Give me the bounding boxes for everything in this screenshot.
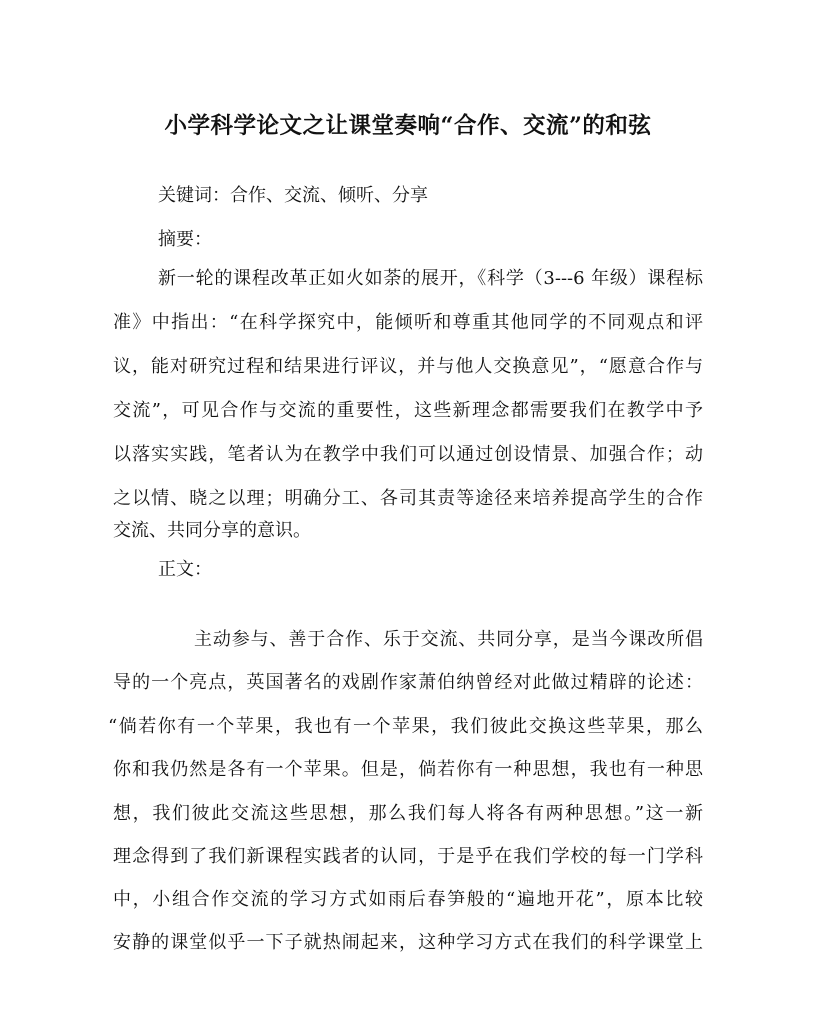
body-line: 理念得到了我们新课程实践者的认同，于是乎在我们学校的每一门学科: [113, 846, 703, 867]
abstract-line: 交流、共同分享的意识。: [113, 520, 311, 541]
body-line: 导的一个亮点，英国著名的戏剧作家萧伯纳曾经对此做过精辟的论述：: [113, 672, 703, 693]
body-line: 主动参与、善于合作、乐于交流、共同分享，是当今课改所倡: [194, 629, 703, 650]
document-title: 小学科学论文之让课堂奏响“合作、交流”的和弦: [164, 113, 652, 139]
abstract-line: 以落实实践，笔者认为在教学中我们可以通过创设情景、加强合作；动: [113, 444, 703, 465]
keywords-line: 关键词：合作、交流、倾听、分享: [158, 185, 428, 206]
body-line: 你和我仍然是各有一个苹果。但是，倘若你有一种思想，我也有一种思: [113, 759, 703, 780]
body-label: 正文：: [158, 559, 212, 580]
body-line: 想，我们彼此交流这些思想，那么我们每人将各有两种思想。”这一新: [113, 803, 703, 824]
body-line: 安静的课堂似乎一下子就热闹起来，这种学习方式在我们的科学课堂上: [113, 932, 703, 953]
abstract-line: 议，能对研究过程和结果进行评议，并与他人交换意见”，“愿意合作与: [113, 356, 703, 377]
abstract-line: 交流”，可见合作与交流的重要性，这些新理念都需要我们在教学中予: [113, 400, 703, 421]
body-line: 中，小组合作交流的学习方式如雨后春笋般的“遍地开花”，原本比较: [113, 889, 703, 910]
body-line: “倘若你有一个苹果，我也有一个苹果，我们彼此交换这些苹果，那么: [108, 716, 703, 737]
abstract-line: 准》中指出：“在科学探究中，能倾听和尊重其他同学的不同观点和评: [113, 312, 703, 333]
abstract-line: 之以情、晓之以理；明确分工、各司其责等途径来培养提高学生的合作: [113, 488, 703, 509]
abstract-line: 新一轮的课程改革正如火如荼的展开，《科学（3---6 年级）课程标: [158, 268, 703, 289]
abstract-label: 摘要：: [158, 229, 212, 250]
